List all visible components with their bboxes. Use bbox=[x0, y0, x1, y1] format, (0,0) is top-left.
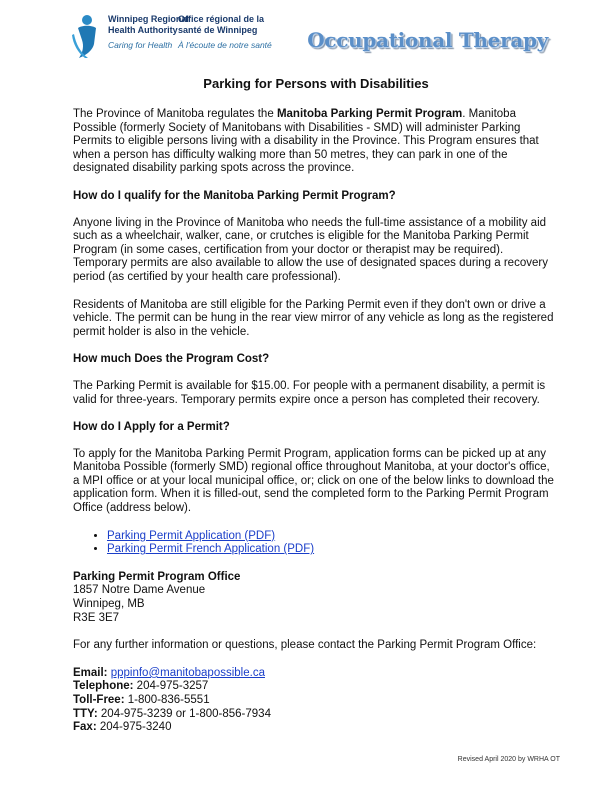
office-address bbox=[73, 571, 559, 625]
office-postal-code: R3E 3E7 bbox=[73, 611, 120, 624]
occupational-therapy-title: Occupational Therapy bbox=[307, 28, 548, 52]
qualify-paragraph-1: Anyone living in the Province of Manitoba who needs the full-time assistance of a mobility aid such as a wheelchair, walker, cane, or crutches is eligible for the Manitoba Parking Permit Program (in some cases, certification from your doctor or therapist may be required). Temporary permits are also available to allow the use of designated spaces during a recovery period (as certified by your health care professional). bbox=[73, 216, 548, 283]
email-link[interactable]: pppinfo@manitobapossible.ca bbox=[110, 666, 265, 679]
heading-qualify: How do I qualify for the Manitoba Parking Permit Program? bbox=[73, 189, 396, 202]
toll-free-label: Toll-Free: bbox=[73, 694, 125, 706]
toll-free-line bbox=[73, 694, 559, 708]
tty-value: 204-975-3239 or 1-800-856-7934 bbox=[97, 707, 271, 720]
email-line bbox=[73, 667, 559, 681]
logo-tagline-en: Caring for Health bbox=[108, 40, 173, 50]
logo-fr-line1: Office régional de la bbox=[178, 14, 265, 24]
telephone-value: 204-975-3257 bbox=[133, 680, 209, 693]
intro-text-start: The Province of Manitoba regulates the bbox=[73, 108, 277, 120]
office-street: 1857 Notre Dame Avenue bbox=[73, 584, 206, 597]
apply-paragraph: To apply for the Manitoba Parking Permit Program, application forms can be picked up at any Manitoba Possible (formerly SMD) regional office throughout Manitoba, at your doctor's office, a MPI office or at your local municipal office, or; click on one of the below links to download the application form. When it is filled-out, send the completed form to the Parking Permit Program Office (address below). bbox=[73, 447, 554, 515]
cost-paragraph: The Parking Permit is available for $15.00. For people with a permanent disability, a permit is valid for three-years. Temporary permits expire once a person has completed their recovery. bbox=[73, 379, 546, 406]
list-item bbox=[107, 530, 559, 544]
office-city: Winnipeg, MB bbox=[73, 598, 145, 611]
program-name: Manitoba Parking Permit Program bbox=[276, 108, 463, 120]
fax-value: 204-975-3240 bbox=[96, 721, 172, 734]
logo-fr-line2: santé de Winnipeg bbox=[178, 25, 258, 35]
fax-line bbox=[73, 721, 559, 735]
logo-tagline-fr: À l'écoute de notre santé bbox=[178, 40, 272, 50]
wrha-logo-icon bbox=[70, 14, 104, 60]
contact-details bbox=[73, 667, 559, 735]
heading-cost: How much Does the Program Cost? bbox=[73, 353, 270, 366]
logo-en-line1: Winnipeg Regional bbox=[108, 14, 189, 24]
wrha-logo bbox=[70, 12, 330, 68]
application-links-list bbox=[73, 530, 559, 557]
toll-free-value: 1-800-836-5551 bbox=[124, 694, 210, 706]
logo-en-line2: Health Authority bbox=[108, 25, 178, 35]
tty-label: TTY: bbox=[73, 707, 98, 720]
email-label: Email: bbox=[73, 666, 108, 679]
page-header bbox=[70, 12, 550, 68]
telephone-line bbox=[73, 680, 559, 694]
qualify-paragraph-2: Residents of Manitoba are still eligible for the Parking Permit even if they don't own or drive a vehicle. The permit can be hung in the rear view mirror of any vehicle as long as the registered permit holder is also in the vehicle. bbox=[73, 298, 554, 338]
intro-paragraph bbox=[73, 108, 559, 176]
document-body bbox=[73, 76, 559, 735]
contact-paragraph: For any further information or questions, please contact the Parking Permit Program Office: bbox=[73, 639, 537, 652]
fax-label: Fax: bbox=[73, 721, 97, 734]
page-title: Parking for Persons with Disabilities bbox=[203, 76, 429, 91]
revision-footer: Revised April 2020 by WRHA OT bbox=[457, 756, 560, 763]
list-item bbox=[107, 543, 559, 557]
parking-permit-french-application-link[interactable]: Parking Permit French Application (PDF) bbox=[107, 543, 315, 556]
telephone-label: Telephone: bbox=[73, 680, 134, 693]
office-name: Parking Permit Program Office bbox=[73, 570, 241, 583]
intro-text-end: . Manitoba Possible (formerly Society of Manitobans with Disabilities - SMD) will administer Parking Permits to eligible persons living with a disability in the Province. This Program ensures that when a person has difficulty walking more than 50 metres, they can park in one of the designated disability parking spots across the province. bbox=[73, 108, 539, 175]
parking-permit-application-link[interactable]: Parking Permit Application (PDF) bbox=[107, 529, 276, 542]
tty-line bbox=[73, 708, 559, 722]
heading-apply: How do I Apply for a Permit? bbox=[73, 421, 230, 434]
